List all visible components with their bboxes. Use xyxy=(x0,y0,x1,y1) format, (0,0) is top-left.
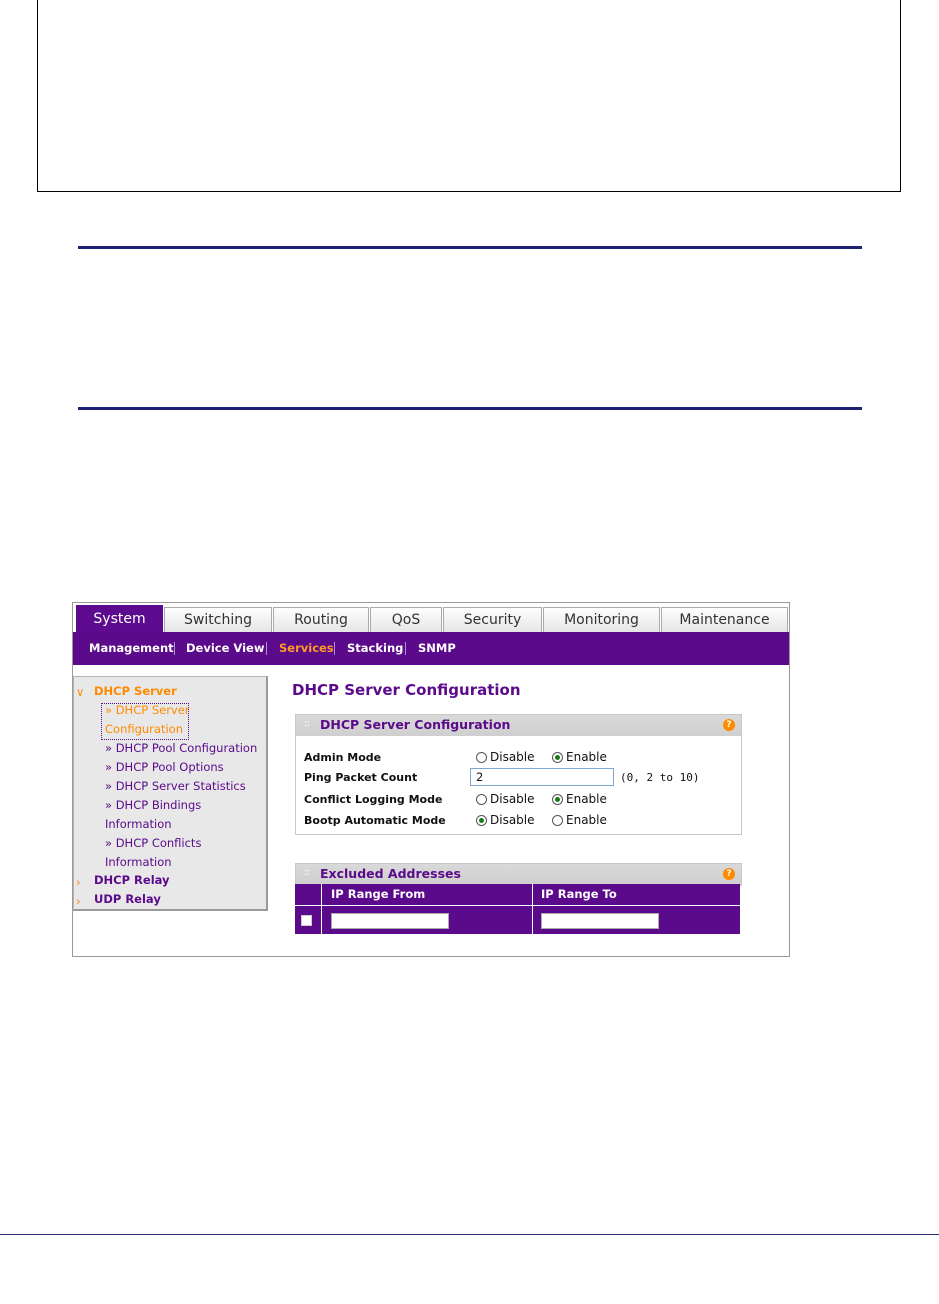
radio-off-icon xyxy=(552,815,563,826)
divider-rule-top xyxy=(78,246,862,249)
bootp-enable-radio[interactable]: Enable xyxy=(552,813,607,827)
table-header xyxy=(295,884,740,905)
tab-monitoring[interactable]: Monitoring xyxy=(543,607,660,632)
bootp-automatic-mode-label: Bootp Automatic Mode xyxy=(304,814,446,827)
radio-on-icon xyxy=(552,794,563,805)
admin-mode-label: Admin Mode xyxy=(304,751,382,764)
panel-header xyxy=(296,715,741,736)
drag-grip-icon: :: xyxy=(304,867,309,878)
page-title: DHCP Server Configuration xyxy=(292,681,521,699)
sidebar-dhcp-server[interactable]: DHCP Server xyxy=(94,684,177,698)
subnav-device-view[interactable]: Device View xyxy=(186,641,265,655)
column-divider xyxy=(321,884,322,905)
collapsed-arrow-icon: › xyxy=(76,875,81,889)
sidebar-item-dhcp-server-configuration[interactable]: » DHCP Server xyxy=(105,703,190,717)
admin-mode-enable-radio[interactable]: Enable xyxy=(552,750,607,764)
radio-off-icon xyxy=(476,752,487,763)
collapsed-arrow-icon: › xyxy=(76,894,81,908)
expanded-arrow-icon: ∨ xyxy=(76,685,85,699)
main-tab-bar xyxy=(73,603,789,632)
sidebar-item-label-continued[interactable]: Information xyxy=(105,817,172,831)
subnav-services[interactable]: Services xyxy=(279,641,334,655)
tab-routing[interactable]: Routing xyxy=(273,607,369,632)
subnav-separator xyxy=(405,642,406,655)
sidebar-item-label-continued[interactable]: Information xyxy=(105,855,172,869)
subnav-management[interactable]: Management xyxy=(89,641,174,655)
top-box xyxy=(37,0,901,192)
table-row xyxy=(295,906,740,934)
sub-navigation xyxy=(73,632,789,665)
conflict-logging-mode-label: Conflict Logging Mode xyxy=(304,793,443,806)
ping-range-hint: (0, 2 to 10) xyxy=(620,771,700,784)
conflict-logging-disable-radio[interactable]: Disable xyxy=(476,792,535,806)
subnav-stacking[interactable]: Stacking xyxy=(347,641,404,655)
subnav-separator xyxy=(334,642,335,655)
sidebar xyxy=(73,676,268,911)
help-icon[interactable]: ? xyxy=(723,719,735,731)
bootp-disable-radio[interactable]: Disable xyxy=(476,813,535,827)
tab-security[interactable]: Security xyxy=(443,607,542,632)
radio-on-icon xyxy=(476,815,487,826)
subnav-separator xyxy=(266,642,267,655)
sidebar-udp-relay[interactable]: UDP Relay xyxy=(94,892,161,906)
ip-range-from-input[interactable] xyxy=(331,913,449,929)
column-header-ip-range-from: IP Range From xyxy=(331,887,426,901)
conflict-logging-enable-radio[interactable]: Enable xyxy=(552,792,607,806)
sidebar-item-label-continued[interactable]: Configuration xyxy=(105,722,183,736)
radio-on-icon xyxy=(552,752,563,763)
subnav-separator xyxy=(174,642,175,655)
row-select-checkbox[interactable] xyxy=(301,915,312,926)
admin-mode-disable-radio[interactable]: Disable xyxy=(476,750,535,764)
ip-range-to-input[interactable] xyxy=(541,913,659,929)
column-divider xyxy=(321,906,322,934)
panel-header xyxy=(295,863,742,886)
tab-qos[interactable]: QoS xyxy=(370,607,442,632)
sidebar-item-dhcp-conflicts[interactable]: » DHCP Conflicts xyxy=(105,836,202,850)
sidebar-item-dhcp-server-statistics[interactable]: » DHCP Server Statistics xyxy=(105,779,246,793)
tab-switching[interactable]: Switching xyxy=(164,607,272,632)
help-icon[interactable]: ? xyxy=(723,868,735,880)
sidebar-dhcp-relay[interactable]: DHCP Relay xyxy=(94,873,170,887)
drag-grip-icon: :: xyxy=(304,718,309,729)
tab-system[interactable]: System xyxy=(76,605,163,632)
ping-packet-count-label: Ping Packet Count xyxy=(304,771,418,784)
panel-title: Excluded Addresses xyxy=(320,866,461,881)
web-ui-screenshot xyxy=(72,602,790,957)
divider-rule-bottom xyxy=(78,407,862,410)
column-divider xyxy=(532,884,533,905)
footer-rule xyxy=(0,1234,939,1235)
radio-off-icon xyxy=(476,794,487,805)
column-divider xyxy=(532,906,533,934)
dhcp-config-panel xyxy=(295,714,742,835)
panel-title: DHCP Server Configuration xyxy=(320,717,511,732)
ping-packet-count-input[interactable]: 2 xyxy=(470,768,614,786)
column-header-ip-range-to: IP Range To xyxy=(541,887,617,901)
tab-maintenance[interactable]: Maintenance xyxy=(661,607,788,632)
excluded-addresses-panel xyxy=(295,863,742,937)
sidebar-item-dhcp-bindings[interactable]: » DHCP Bindings xyxy=(105,798,202,812)
sidebar-item-dhcp-pool-options[interactable]: » DHCP Pool Options xyxy=(105,760,224,774)
subnav-snmp[interactable]: SNMP xyxy=(418,641,456,655)
sidebar-item-dhcp-pool-configuration[interactable]: » DHCP Pool Configuration xyxy=(105,741,258,755)
